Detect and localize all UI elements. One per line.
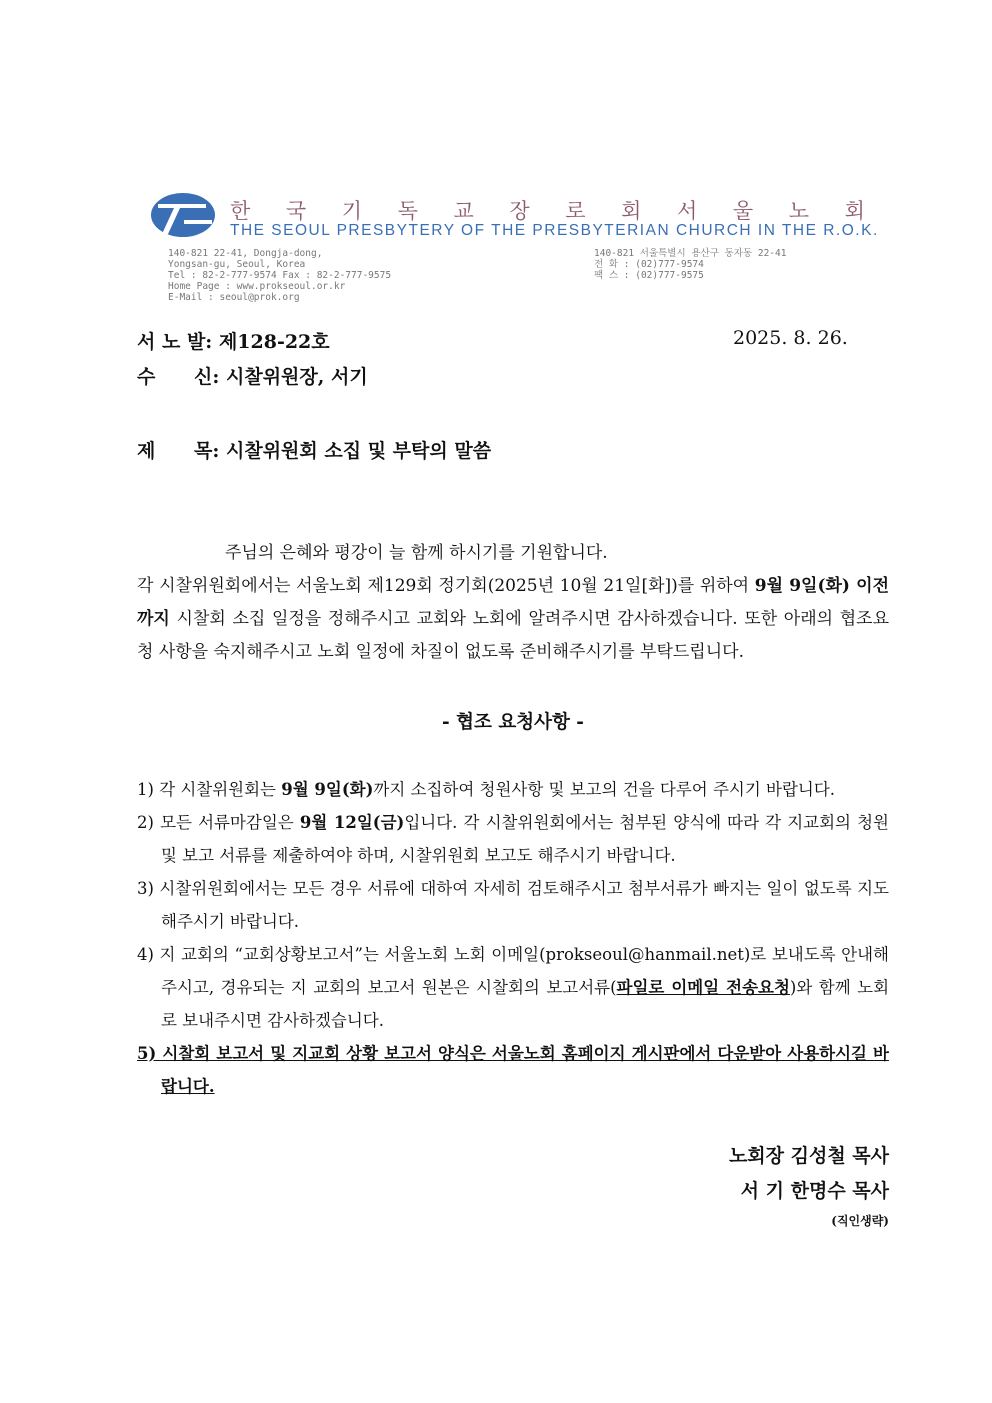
item-highlight: 9월 12일(금) bbox=[299, 813, 405, 832]
list-item bbox=[137, 773, 889, 806]
item-text: 까지 소집하여 청원사항 및 보고의 건을 다루어 주시기 바랍니다. bbox=[373, 780, 836, 799]
document-date: 2025. 8. 26. bbox=[733, 327, 848, 349]
list-item: 5) 시찰회 보고서 및 지교회 상황 보고서 양식은 서울노회 홈페이지 게시판에서 다운받아 사용하시길 바랍니다. bbox=[137, 1044, 889, 1096]
subject-value: 시찰위원회 소집 및 부탁의 말씀 bbox=[226, 440, 492, 462]
item-text: )와 함께 노회로 보내주시면 감사하겠습니다. bbox=[161, 978, 890, 1030]
signature-clerk: 서 기 한명수 목사 bbox=[740, 1180, 889, 1202]
greeting: 주님의 은혜와 평강이 늘 함께 하시기를 기원합니다. bbox=[225, 543, 608, 563]
section-heading: - 협조 요청사항 - bbox=[442, 712, 584, 733]
list-item: 3) 시찰위원회에서는 모든 경우 서류에 대하여 자세히 검토해주시고 첨부서류가 빠지는 일이 없도록 지도해주시기 바랍니다. bbox=[137, 879, 889, 931]
item-text: 2) 모든 서류마감일은 bbox=[137, 813, 300, 832]
org-char: 노 bbox=[788, 199, 810, 223]
org-char: 국 bbox=[285, 199, 307, 223]
recipient-label-b: 신: bbox=[194, 366, 220, 388]
document-number-value: 제128-22호 bbox=[218, 331, 330, 353]
org-char: 울 bbox=[732, 199, 754, 223]
org-char: 서 bbox=[677, 199, 698, 223]
address-line: 140-821 서울특별시 용산구 동자동 22-41 bbox=[594, 248, 787, 259]
address-line: 팩 스 : (02)777-9575 bbox=[594, 270, 704, 281]
subject-label-a: 제 bbox=[137, 440, 156, 462]
address-line: Home Page : www.prokseoul.or.kr bbox=[168, 281, 346, 292]
recipient bbox=[137, 362, 368, 389]
subject-label-b: 목: bbox=[194, 440, 220, 462]
item-highlight: 9월 9일(화) bbox=[281, 780, 374, 799]
org-char: 기 bbox=[341, 199, 363, 223]
body-text: 각 시찰위원회에서는 서울노회 제129회 정기회(2025년 10월 21일[화])를 위하여 bbox=[137, 576, 755, 596]
org-char: 회 bbox=[844, 199, 865, 223]
address-line: Yongsan-gu, Seoul, Korea bbox=[168, 259, 306, 270]
seal-omitted-note: (직인생략) bbox=[831, 1214, 889, 1228]
recipient-label-a: 수 bbox=[137, 366, 156, 388]
org-char: 회 bbox=[621, 199, 642, 223]
org-char: 로 bbox=[565, 199, 586, 223]
item-text: 1) 각 시찰위원회는 bbox=[137, 780, 282, 799]
org-char: 교 bbox=[453, 199, 474, 223]
org-char: 장 bbox=[509, 199, 530, 223]
document-number-label: 서 노 발: bbox=[137, 331, 213, 353]
document-number bbox=[137, 327, 330, 354]
address-line: 140-821 22-41, Dongja-dong, bbox=[168, 248, 323, 259]
body-text: 시찰회 소집 일정을 정해주시고 교회와 노회에 알려주시면 감사하겠습니다. 또한 아래의 협조요청 사항을 숙지해주시고 노회 일정에 차질이 없도록 준비해주시기를 부탁드립니다. bbox=[137, 609, 889, 662]
address-korean bbox=[594, 248, 786, 281]
presbytery-logo bbox=[150, 190, 220, 240]
org-name-english: THE SEOUL PRESBYTERY OF THE PRESBYTERIAN CHURCH IN THE R.O.K. bbox=[230, 222, 879, 239]
org-char: 한 bbox=[230, 199, 251, 223]
item-highlight: 파일로 이메일 전송요청 bbox=[616, 978, 790, 997]
address-line: E-Mail : seoul@prok.org bbox=[168, 292, 300, 303]
address-line: Tel : 82-2-777-9574 Fax : 82-2-777-9575 bbox=[168, 270, 392, 281]
recipient-value: 시찰위원장, 서기 bbox=[226, 366, 368, 388]
list-item bbox=[137, 938, 889, 1037]
subject bbox=[137, 436, 491, 463]
item-text: 입니다. 각 시찰위원회에서는 첨부된 양식에 따라 각 지교회의 청원 및 보고 서류를 제출하여야 하며, 시찰위원회 보고도 해주시기 바랍니다. bbox=[161, 813, 889, 865]
address-line: 전 화 : (02)777-9574 bbox=[594, 259, 704, 270]
deadline-highlight: 9월 9일(화) 이전까지 bbox=[137, 576, 889, 629]
org-name-korean bbox=[230, 195, 865, 225]
signature-moderator: 노회장 김성철 목사 bbox=[728, 1145, 889, 1167]
org-char: 독 bbox=[397, 199, 418, 223]
item-text: 4) 지 교회의 “교회상황보고서”는 서울노회 노회 이메일(prokseoul@hanmail.net)로 보내도록 안내해주시고, 경유되는 지 교회의 보고서 원본은 시찰회의 보고서류( bbox=[137, 945, 889, 997]
list-item bbox=[137, 806, 889, 872]
address-english bbox=[168, 248, 391, 303]
body-paragraph bbox=[137, 570, 889, 669]
